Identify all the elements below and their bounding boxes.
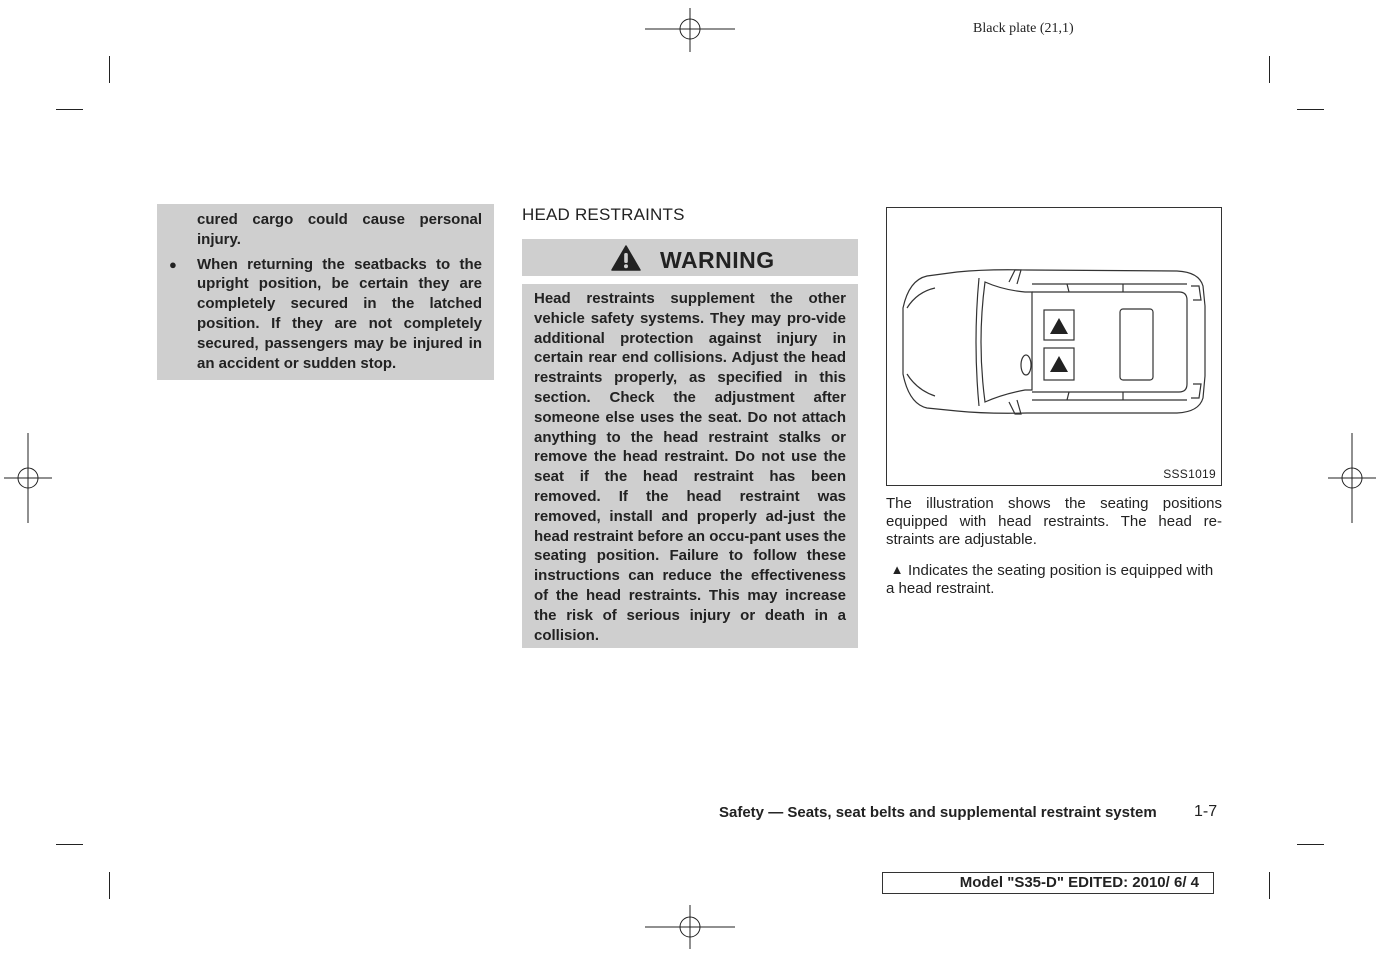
registration-mark-bottom [645,905,735,949]
registration-mark-right [1328,433,1376,523]
registration-mark-left [4,433,52,523]
legend-text: Indicates the seating position is equipped with a head restraint. [886,562,1214,597]
section-heading: HEAD RESTRAINTS [522,205,685,224]
figure-caption: The illustration shows the seating positions equipped with head restraints. The head re-straints are adjustable. [886,495,1222,548]
triangle-icon: ▲ [890,562,904,577]
warning-title: WARNING [660,247,775,273]
bullet-item [169,255,482,374]
warning-continuation-box [157,204,494,380]
registration-mark-top [645,8,735,52]
page-number: 1-7 [1194,803,1218,820]
continuation-text: cured cargo could cause personal injury. [197,211,482,248]
warning-icon [611,245,641,271]
plate-label: Black plate (21,1) [973,21,1074,36]
figure-code: SSS1019 [1163,467,1216,481]
bullet-text: When returning the seatbacks to the upright position, be certain they are completely secured in the latched position. If they are not completely secured, passengers may be injured in an accident or sudden stop. [197,255,482,372]
model-edit-stamp: Model "S35-D" EDITED: 2010/ 6/ 4 [882,872,1214,894]
vehicle-seating-illustration [886,207,1222,486]
head-restraint-markers [1044,310,1074,380]
warning-body: Head restraints supplement the other vehicle safety systems. They may pro-vide additional protection against injury in certain rear end collisions. Adjust the head restraints properly, as specified in this section. Check the adjustment after someone else uses the seat. Do not attach anything to the head restraint stalks or remove the head restraint. Do not use the seat if the head restraint has been removed. If the head restraint was removed, install and properly ad-just the head restraint before an occu-pant uses the seating position. Failure to follow these instructions can reduce the effectiveness of the head restraints. This may increase the risk of serious injury or death in a collision. [522,284,858,648]
vehicle-top-view-drawing [887,208,1221,485]
warning-header [522,239,858,276]
legend-note [886,561,1222,598]
bullet-icon: ● [169,256,177,272]
footer-chapter-title: Safety — Seats, seat belts and supplemental restraint system [719,804,1157,821]
